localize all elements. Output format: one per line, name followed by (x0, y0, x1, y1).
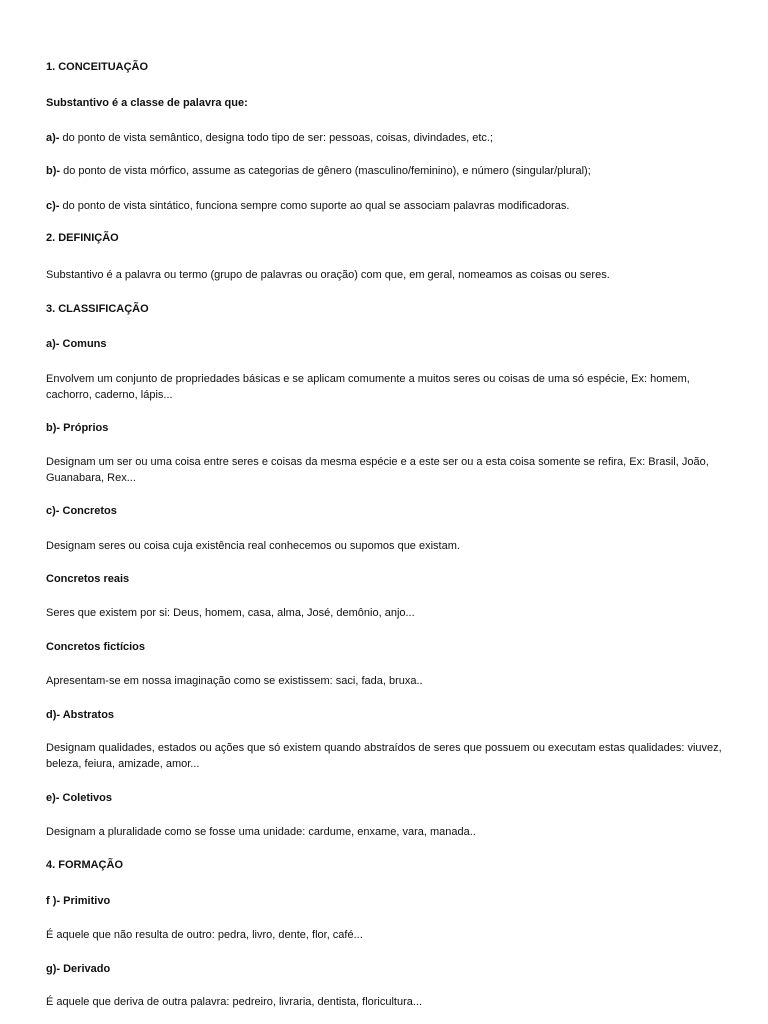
definicao-text: Substantivo é a palavra ou termo (grupo de palavras ou oração) com que, em geral, nomeamos as coisas ou seres. (46, 269, 610, 281)
subheading-derivado: g)- Derivado (46, 963, 111, 975)
primitivo-text: É aquele que não resulta de outro: pedra, livro, dente, flor, café... (46, 929, 363, 941)
subheading-concretos-ficticios: Concretos fictícios (46, 641, 146, 653)
section-heading-classificacao: 3. CLASSIFICAÇÃO (46, 303, 149, 315)
subheading-abstratos: d)- Abstratos (46, 709, 115, 721)
concretos-text: Designam seres ou coisa cuja existência real conhecemos ou supomos que existam. (46, 540, 460, 552)
subheading-coletivos: e)- Coletivos (46, 792, 113, 804)
item-b-label: b)- (46, 165, 61, 177)
conceituacao-intro: Substantivo é a classe de palavra que: (46, 97, 248, 109)
section-heading-formacao: 4. FORMAÇÃO (46, 859, 123, 871)
comuns-text: Envolvem um conjunto de propriedades básicas e se aplicam comumente a muitos seres ou coisas de uma só espécie, Ex: homem, cachorro, caderno, lápis... (46, 373, 690, 401)
coletivos-text: Designam a pluralidade como se fosse uma unidade: cardume, enxame, vara, manada.. (46, 826, 476, 838)
proprios-text: Designam um ser ou uma coisa entre seres e coisas da mesma espécie e a este ser ou a esta coisa somente se refira, Ex: Brasil, João, Guanabara, Rex... (46, 456, 709, 484)
conceituacao-item-a (46, 130, 493, 146)
item-c-text: do ponto de vista sintático, funciona sempre como suporte ao qual se associam palavras modificadoras. (59, 200, 570, 212)
conceituacao-item-b (46, 163, 591, 179)
section-heading-definicao: 2. DEFINIÇÃO (46, 232, 119, 244)
derivado-text: É aquele que deriva de outra palavra: pedreiro, livraria, dentista, floricultura... (46, 996, 423, 1008)
item-b-text: do ponto de vista mórfico, assume as categorias de gênero (masculino/feminino), e número (singular/plural); (60, 165, 591, 177)
item-a-text: do ponto de vista semântico, designa todo tipo de ser: pessoas, coisas, divindades, etc.; (59, 132, 493, 144)
subheading-proprios: b)- Próprios (46, 422, 109, 434)
subheading-concretos-reais: Concretos reais (46, 573, 130, 585)
item-c-label: c)- (46, 200, 60, 212)
subheading-concretos: c)- Concretos (46, 505, 117, 517)
abstratos-text: Designam qualidades, estados ou ações que só existem quando abstraídos de seres que possuem ou executam estas qualidades: viuvez, beleza, feiura, amizade, amor... (46, 742, 722, 770)
conceituacao-item-c (46, 198, 569, 214)
concretos-ficticios-text: Apresentam-se em nossa imaginação como se existissem: saci, fada, bruxa.. (46, 675, 423, 687)
subheading-comuns: a)- Comuns (46, 338, 107, 350)
item-a-label: a)- (46, 132, 60, 144)
section-heading-conceituacao: 1. CONCEITUAÇÃO (46, 61, 149, 73)
concretos-reais-text: Seres que existem por si: Deus, homem, casa, alma, José, demônio, anjo... (46, 607, 415, 619)
subheading-primitivo: f )- Primitivo (46, 895, 111, 907)
